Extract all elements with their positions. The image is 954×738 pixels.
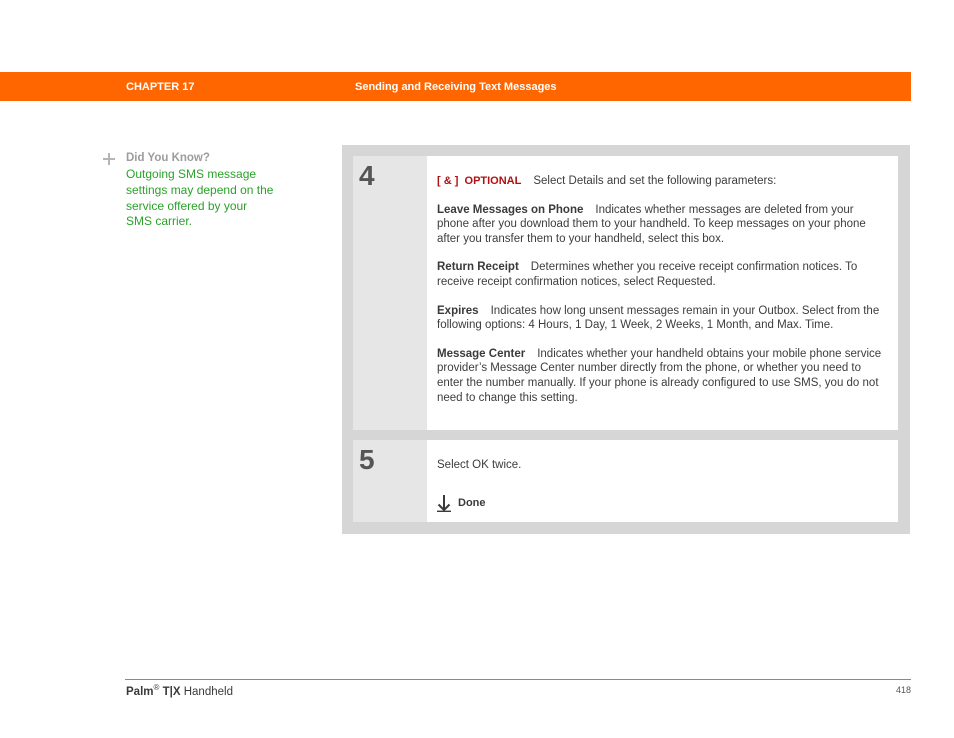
step-4 [353,156,898,430]
chapter-title: Sending and Receiving Text Messages [355,81,557,93]
footer-suffix: Handheld [183,685,233,698]
step-number: 4 [359,160,375,191]
steps-panel [342,145,910,534]
param-text: Indicates how long unsent messages remain in your Outbox. Select from the following options: 4 Hours, 1 Day, 1 Week, 2 Weeks, 1 Month, and Max. Time. [437,304,880,332]
optional-tag: [ & ] OPTIONAL [437,175,522,187]
step-number: 5 [359,444,375,475]
step-number-column [353,440,427,522]
tip-body: Outgoing SMS message settings may depend on the service offered by your SMS carrier. [126,167,274,229]
tip-heading: Did You Know? [126,152,210,164]
step-text: Select OK twice. [437,459,522,471]
step-intro [437,174,888,189]
chapter-header-bar [0,72,911,101]
down-arrow-icon [437,494,451,512]
chapter-label: CHAPTER 17 [126,81,195,93]
param-leave-messages [437,203,888,247]
page-number: 418 [895,685,911,695]
param-text: Determines whether you receive receipt confirmation notices. To receive receipt confirmation notices, select Requested. [437,261,858,288]
param-term: Message Center [437,347,526,360]
step-intro-text: Select Details and set the following parameters: [533,175,777,187]
footer-divider [125,679,911,680]
done-marker [437,494,888,512]
param-term: Expires [437,304,479,317]
footer-model: T|X [162,685,181,698]
step-number-column [353,156,427,430]
done-label: Done [458,496,486,509]
param-expires [437,304,888,333]
param-text: Indicates whether messages are deleted from your phone after you download them to your handheld. To keep messages on your phone after you transfer them to your handheld, select this box. [437,203,866,245]
param-term: Return Receipt [437,261,519,274]
param-term: Leave Messages on Phone [437,203,584,216]
param-message-center [437,347,888,405]
param-return-receipt [437,260,888,289]
footer-product [126,683,233,698]
step-5 [353,440,898,522]
step-content [437,458,888,512]
footer-brand: Palm [126,685,154,698]
step-content [437,174,888,419]
plus-icon [102,152,116,166]
registered-mark: ® [153,683,160,692]
param-text: Indicates whether your handheld obtains your mobile phone service provider’s Message Center number directly from the phone, or whether you need to enter the number manually. If your phone is already configured to use SMS, you do not need to change this setting. [437,347,882,404]
